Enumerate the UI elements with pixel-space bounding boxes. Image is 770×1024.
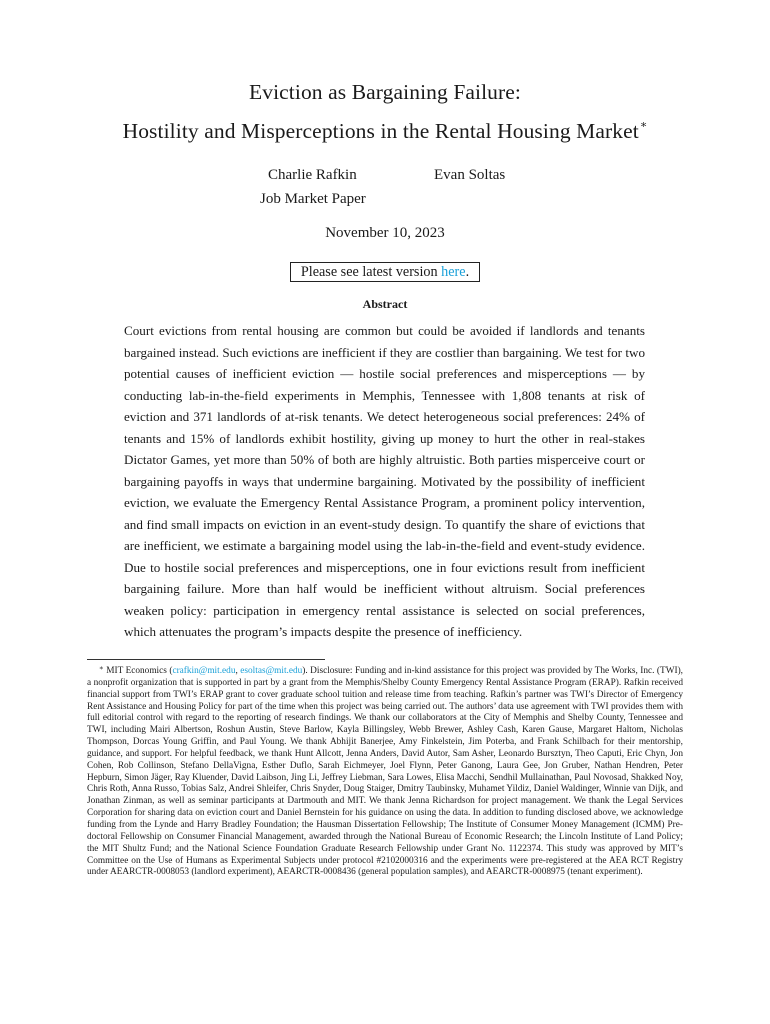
- latest-version-prefix: Please see latest version: [300, 264, 442, 280]
- abstract-text: Court evictions from rental housing are common but could be avoided if landlords and tenants bargained instead. Such evictions are inefficient if they are costlier than bargaining. We test for two potential causes of inefficient eviction — hostile social preferences and misperceptions — by conducting lab-in-the-field experiments in Memphis, Tennessee with 1,808 tenants at risk of eviction and 371 landlords of at-risk tenants. We detect heterogeneous social preferences: 24% of tenants and 15% of landlords exhibit hostility, giving up money to hurt the other in real-stakes Dictator Games, yet more than 50% of both are highly altruistic. Both parties misperceive court or bargaining payoffs in ways that undermine bargaining. Motivated by the possibility of inefficient eviction, we evaluate the Emergency Rental Assistance Program, a prominent policy intervention, and find small impacts on eviction in an event-study design. To quantify the share of evictions that are inefficient, we estimate a bargaining model using the lab-in-the-field and event-study evidence. Due to hostile social preferences and misperceptions, one in four evictions result from inefficient bargaining failure. More than half would be inefficient without altruism. Social preferences weaken policy: participation in emergency rental assistance is selected on social preferences, which attenuates the program’s impacts despite the presence of inefficiency.: [124, 323, 645, 639]
- email-separator: ,: [235, 666, 241, 676]
- email-link-rafkin[interactable]: crafkin@mit.edu: [172, 666, 236, 676]
- paper-title-line2: [0, 118, 770, 144]
- paper-title-line1: Eviction as Bargaining Failure:: [249, 80, 521, 104]
- paper-subtitle: Hostility and Misperceptions in the Rental Housing Market: [122, 119, 639, 143]
- footnote-body: ). Disclosure: Funding and in-kind assistance for this project was provided by The Works, Inc. (TWI), a nonprofit organization that is supported in part by a grant from the Memphis/Shelby County Emergency Rental Assistance Program (ERAP). Rafkin received financial support from TWI’s ERAP grant to cover graduate school tuition and release time from teaching. Rafkin’s partner was TWI’s Director of Emergency Rent Assistance and Housing Policy for part of the time when this project was being carried out. The authors’ data use agreement with TWI provides them with full editorial control with regard to the reporting of research findings. We thank our collaborators at the City of Memphis and Shelby County, Tennessee and TWI, including Mairi Albertson, Roshun Austin, Steve Barlow, Kayla Billingsley, Webb Brewer, Ashley Cash, Karen Gause, Margaret Haltom, Nicholas Thompson, Dorcas Young Griffin, and Paul Young. We thank Abhijit Banerjee, Amy Finkelstein, Jim Poterba, and Frank Schilbach for their mentorship, guidance, and support. For helpful feedback, we thank Hunt Allcott, Jenna Anders, David Autor, Sam Asher, Leonardo Bursztyn, Theo Caputi, Eric Chyn, Jon Cohen, Rob Collinson, Stefano DellaVigna, Esther Duflo, Sarah Eichmeyer, Joel Flynn, Peter Ganong, Laura Gee, Jon Gruber, Nathan Hendren, Peter Hepburn, Simon Jäger, Ray Kluender, David Laibson, Jing Li, Jeffrey Liebman, Sara Lowes, Elisa Macchi, Sendhil Mullainathan, Paul Novosad, Shakked Noy, Chris Roth, Anna Russo, Tobias Salz, Andrei Shleifer, Chris Snyder, Doug Staiger, Dmitry Taubinsky, Muhamet Yildiz, Daniel Waldinger, Winnie van Dijk, and Jonathan Zinman, as well as seminar participants at Dartmouth and MIT. We thank Jenna Richardson for project management. We thank the Legal Services Corporation for sharing data on eviction court and Daniel Bernstein for his guidance on using the data. In addition to funding disclosed above, we acknowledge funding from the Lynde and Harry Bradley Foundation; the Hausman Dissertation Fellowship; The Institute of Consumer Money Management (ICMM) Pre-doctoral Fellowship on Consumer Financial Management, awarded through the National Bureau of Economic Research; the Lincoln Institute of Land Policy; the MIT Shultz Fund; and the National Science Foundation Graduate Research Fellowship under Grant No. 1122374. This study was approved by MIT’s Committee on the Use of Humans as Experimental Subjects under protocol #2102000316 and the experiments were pre-registered at the AEA RCT Registry under AEARCTR-0008053 (landlord experiment), AEARCTR-0008436 (general population samples), and AEARCTR-0008975 (tenant experiment).: [87, 666, 683, 878]
- author-note-job-market-paper: Job Market Paper: [260, 191, 366, 207]
- footnote-divider: [87, 659, 325, 660]
- latest-version-suffix: .: [465, 264, 470, 280]
- author-name-soltas: Evan Soltas: [434, 167, 506, 183]
- latest-version-notice: [290, 262, 480, 282]
- email-link-soltas[interactable]: esoltas@mit.edu: [240, 666, 303, 676]
- footnote-mark: ∗: [99, 664, 104, 672]
- abstract-heading: Abstract: [362, 297, 408, 311]
- footnote-affiliation: MIT Economics (: [106, 666, 173, 676]
- latest-version-link[interactable]: here: [441, 264, 466, 280]
- author-name-rafkin: Charlie Rafkin: [268, 167, 357, 183]
- paper-date: November 10, 2023: [325, 225, 445, 241]
- title-footnote: [87, 663, 683, 879]
- title-footnote-mark[interactable]: ∗: [639, 119, 648, 131]
